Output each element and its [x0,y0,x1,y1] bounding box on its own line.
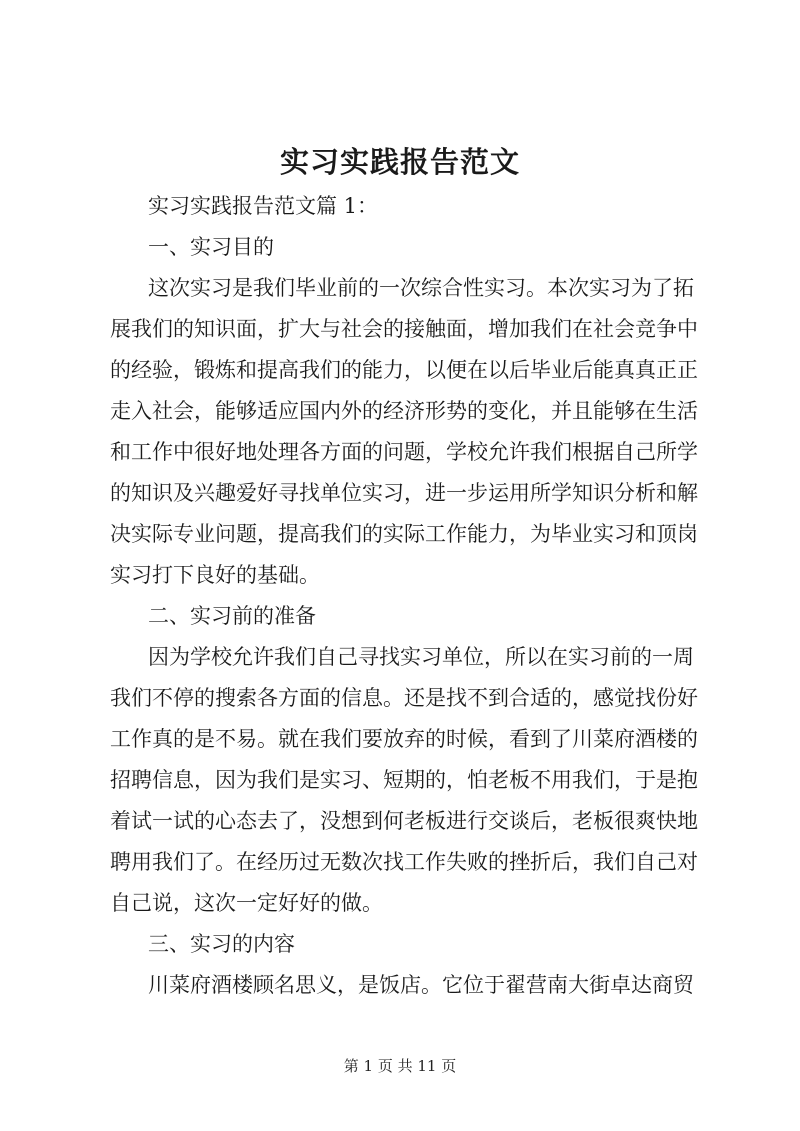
text-line: 实习打下良好的基础。 [110,563,320,587]
text-line: 自己说，这次一定好好的做。 [110,891,383,915]
section-heading: 二、实习前的准备 [148,604,316,628]
text-line: 工作真的是不易。就在我们要放弃的时候，看到了川菜府酒楼的 [110,727,698,751]
text-line: 的知识及兴趣爱好寻找单位实习，进一步运用所学知识分析和解 [110,481,698,505]
section-heading: 三、实习的内容 [148,932,295,956]
text-line: 聘用我们了。在经历过无数次找工作失败的挫折后，我们自己对 [110,850,698,874]
document-body [110,186,700,1006]
text-line: 和工作中很好地处理各方面的问题，学校允许我们根据自己所学 [110,440,698,464]
section-heading: 一、实习目的 [148,235,274,259]
text-line: 实习实践报告范文篇 1： [148,194,379,218]
text-line: 展我们的知识面，扩大与社会的接触面，增加我们在社会竞争中 [110,317,698,341]
text-line: 决实际专业问题，提高我们的实际工作能力，为毕业实习和顶岗 [110,522,698,546]
text-line: 这次实习是我们毕业前的一次综合性实习。本次实习为了拓 [148,276,694,300]
text-line: 走入社会，能够适应国内外的经济形势的变化，并且能够在生活 [110,399,698,423]
page-number-footer: 第 1 页 共 11 页 [343,1057,457,1075]
text-line: 着试一试的心态去了，没想到何老板进行交谈后，老板很爽快地 [110,809,698,833]
text-line: 川菜府酒楼顾名思义，是饭店。它位于翟营南大街卓达商贸 [148,973,694,997]
text-line: 招聘信息，因为我们是实习、短期的，怕老板不用我们，于是抱 [110,768,698,792]
text-line: 我们不停的搜索各方面的信息。还是找不到合适的，感觉找份好 [110,686,698,710]
text-line: 的经验，锻炼和提高我们的能力，以便在以后毕业后能真真正正 [110,358,698,382]
document-title: 实习实践报告范文 [279,145,520,179]
text-line: 因为学校允许我们自己寻找实习单位，所以在实习前的一周 [148,645,694,669]
